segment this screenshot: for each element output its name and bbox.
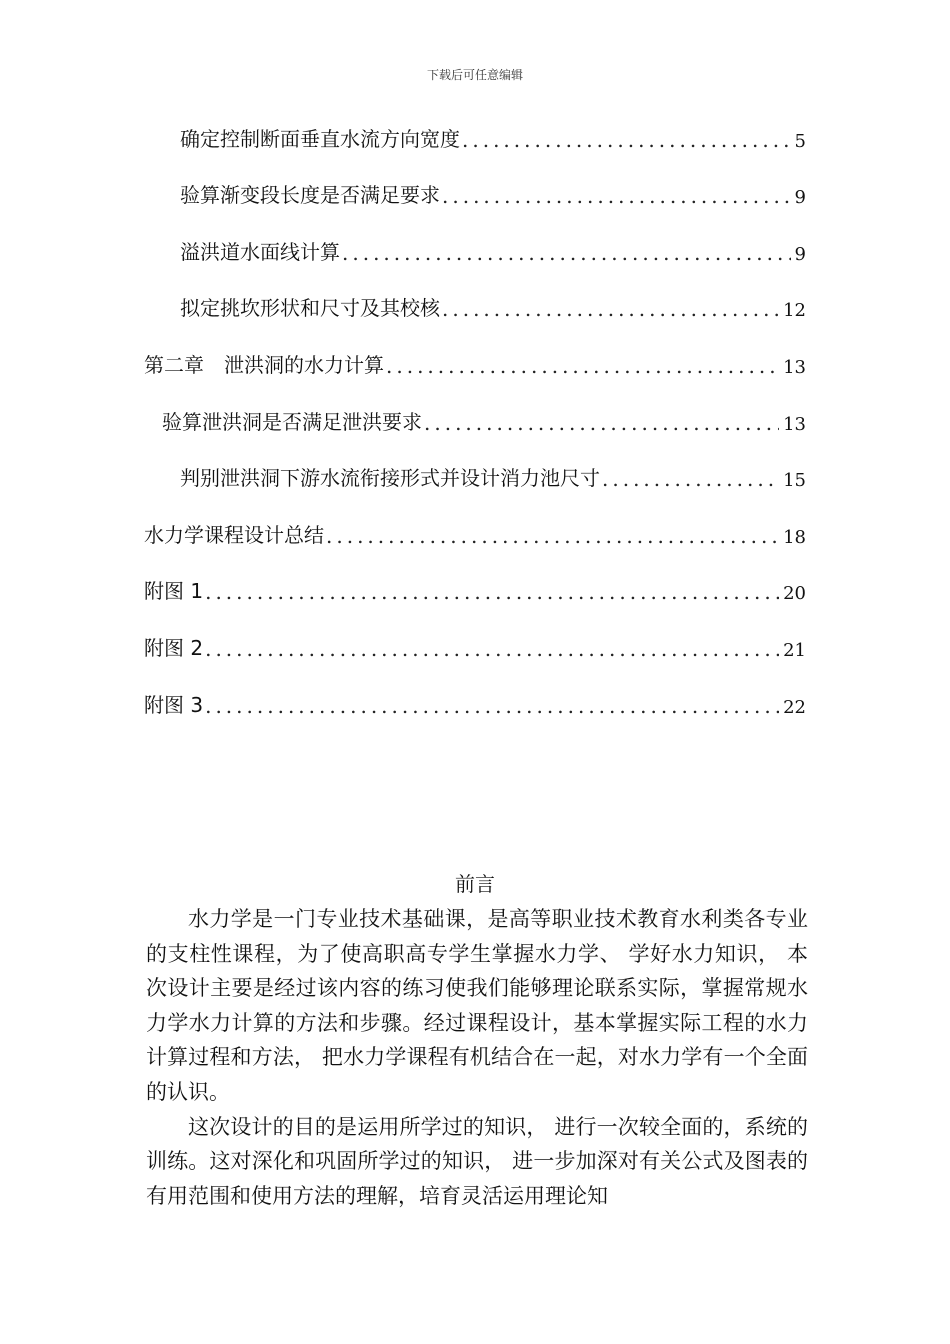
toc-leader-dots: [340, 241, 791, 265]
toc-entry-page: 9: [794, 244, 806, 265]
toc-leader-dots: [203, 637, 779, 661]
toc-entry-page: 20: [783, 583, 806, 604]
toc-entry-title: 附图 1: [144, 579, 204, 603]
toc-leader-dots: [600, 467, 779, 491]
toc-entry-page: 9: [794, 187, 806, 208]
toc-leader-dots: [324, 524, 779, 548]
toc-entry: [144, 348, 806, 378]
toc-entry: [180, 291, 806, 321]
toc-entry-title: 验算泄洪洞是否满足泄洪要求: [162, 410, 422, 434]
toc-leader-dots: [440, 184, 791, 208]
toc-entry-page: 21: [783, 640, 806, 661]
toc-leader-dots: [384, 354, 779, 378]
page-header: 下载后可任意编辑: [426, 68, 523, 82]
toc-entry-page: 22: [783, 697, 806, 718]
toc-leader-dots: [440, 297, 779, 321]
preface-paragraph: 这次设计的目的是运用所学过的知识， 进行一次较全面的，系统的训练。这对深化和巩固所学过的知识， 进一步加深对有关公式及图表的有用范围和使用方法的理解，培育灵活运用理论知: [146, 1114, 808, 1208]
preface-body: [146, 902, 808, 1213]
toc-entry: [180, 235, 806, 265]
toc-entry: [144, 574, 806, 604]
toc-entry-title: 附图 3: [144, 693, 204, 717]
toc-entry-title: 验算渐变段长度是否满足要求: [180, 183, 440, 207]
toc-leader-dots: [203, 694, 779, 718]
toc-entry: [180, 461, 806, 491]
toc-leader-dots: [460, 128, 791, 152]
preface-title: 前言: [455, 872, 495, 896]
toc-entry-page: 12: [783, 300, 806, 321]
toc-entry-page: 18: [783, 527, 806, 548]
toc-entry: [180, 178, 806, 208]
toc-entry-page: 5: [794, 131, 806, 152]
toc-entry-title: 水力学课程设计总结: [144, 523, 324, 547]
toc-entry-title: 第二章 泄洪洞的水力计算: [144, 353, 384, 377]
toc-entry-page: 13: [783, 414, 806, 435]
toc-entry-title: 拟定挑坎形状和尺寸及其校核: [180, 296, 440, 320]
toc-leader-dots: [422, 411, 779, 435]
toc-entry: [144, 518, 806, 548]
toc-entry-page: 13: [783, 357, 806, 378]
toc-entry: [144, 631, 806, 661]
toc-entry-title: 溢洪道水面线计算: [180, 240, 340, 264]
toc-entry-title: 确定控制断面垂直水流方向宽度: [180, 127, 460, 151]
toc-leader-dots: [203, 580, 779, 604]
toc-entry: [144, 688, 806, 718]
toc-entry: [180, 122, 806, 152]
toc-entry-title: 附图 2: [144, 636, 204, 660]
toc-entry: [162, 405, 806, 435]
preface-paragraph: 水力学是一门专业技术基础课，是高等职业技术教育水利类各专业的支柱性课程，为了使高职高专学生掌握水力学、 学好水力知识， 本次设计主要是经过该内容的练习使我们能够理论联系实际，掌握常规水力学水力计算的方法和步骤。经过课程设计，基本掌握实际工程的水力计算过程和方法， 把水力学课程有机结合在一起，对水力学有一个全面的认识。: [146, 907, 808, 1104]
toc-entry-page: 15: [783, 470, 806, 491]
toc-entry-title: 判别泄洪洞下游水流衔接形式并设计消力池尺寸: [180, 466, 600, 490]
